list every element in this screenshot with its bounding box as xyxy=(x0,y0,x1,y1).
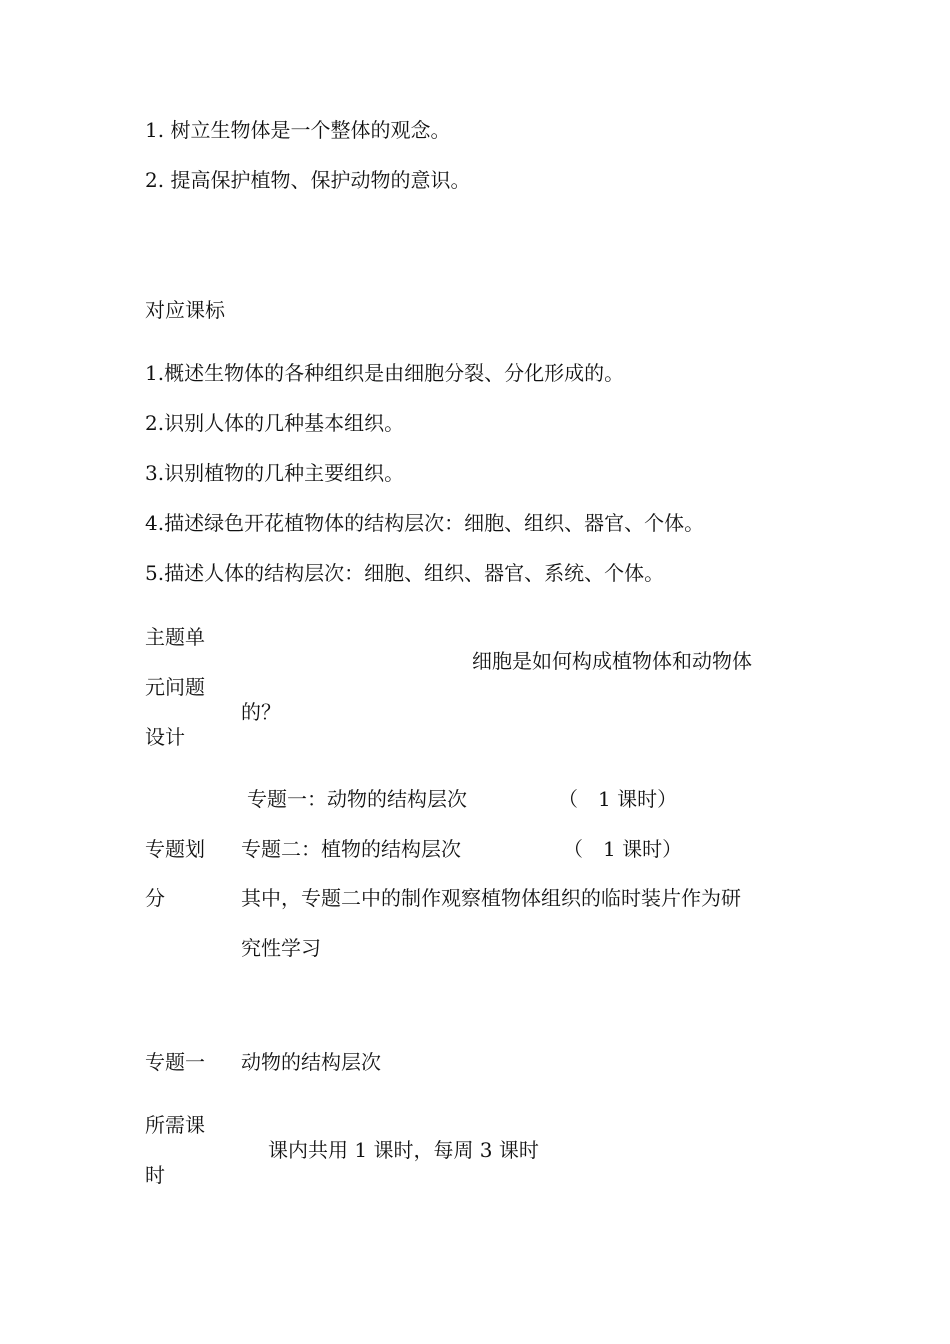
topic-division-topic-1-name: 专题一：动物的结构层次 xyxy=(247,787,467,811)
unit-question-text-line-1: 细胞是如何构成植物体和动物体 xyxy=(472,649,752,673)
hours-value: 课内共用 1 课时，每周 3 课时 xyxy=(268,1138,539,1162)
topic-division-label-line-2: 分 xyxy=(145,886,165,910)
topic-one-label: 专题一 xyxy=(145,1050,205,1074)
topic-division-topic-1-hours: （ 1 课时） xyxy=(558,787,678,811)
standard-item-3: 3.识别植物的几种主要组织。 xyxy=(145,461,405,485)
topic-one-title: 动物的结构层次 xyxy=(241,1050,381,1074)
unit-question-text-line-2: 的？ xyxy=(241,700,281,724)
standards-heading: 对应课标 xyxy=(145,298,225,322)
standard-item-5: 5.描述人体的结构层次：细胞、组织、器官、系统、个体。 xyxy=(145,561,665,585)
standard-item-1: 1.概述生物体的各种组织是由细胞分裂、分化形成的。 xyxy=(145,361,625,385)
goal-item-2: 2. 提高保护植物、保护动物的意识。 xyxy=(145,168,471,192)
unit-question-label-line-3: 设计 xyxy=(145,725,185,749)
topic-division-note-line-1: 其中，专题二中的制作观察植物体组织的临时装片作为研 xyxy=(241,886,741,910)
hours-label-line-1: 所需课 xyxy=(145,1113,205,1137)
standard-item-2: 2.识别人体的几种基本组织。 xyxy=(145,411,405,435)
goal-item-1: 1. 树立生物体是一个整体的观念。 xyxy=(145,118,451,142)
unit-question-label-line-1: 主题单 xyxy=(145,625,205,649)
topic-division-topic-2-name: 专题二：植物的结构层次 xyxy=(241,837,461,861)
hours-label-line-2: 时 xyxy=(145,1163,165,1187)
topic-division-label-line-1: 专题划 xyxy=(145,837,205,861)
standard-item-4: 4.描述绿色开花植物体的结构层次：细胞、组织、器官、个体。 xyxy=(145,511,705,535)
unit-question-label-line-2: 元问题 xyxy=(145,675,205,699)
topic-division-note-line-2: 究性学习 xyxy=(241,936,321,960)
topic-division-topic-2-hours: （ 1 课时） xyxy=(563,837,683,861)
